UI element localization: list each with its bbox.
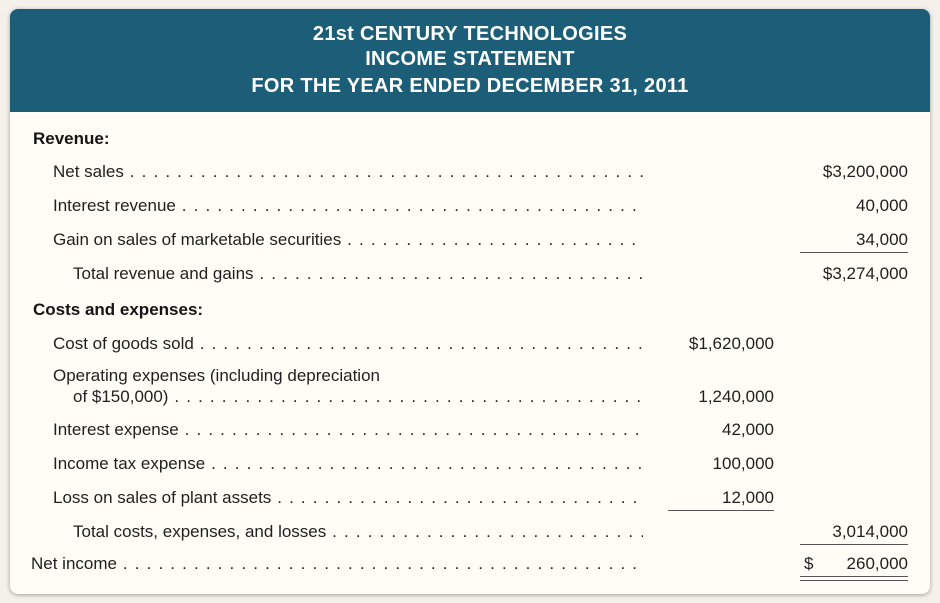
company-name: 21st CENTURY TECHNOLOGIES (312, 23, 628, 45)
row-label-interest-expense: Interest expense . . . (53, 420, 643, 442)
loss-plant-assets-amount: 12,000 (722, 488, 774, 507)
income-tax-amount: 100,000 (712, 454, 774, 473)
row-label-total-revenue: Total revenue and gains . . . (73, 264, 643, 286)
cost-row (10, 482, 930, 515)
row-label-income-tax: Income tax expense . . . (53, 454, 643, 476)
cost-row (10, 381, 930, 414)
revenue-total-row (10, 258, 930, 291)
row-label-net-income: Net income . . . (31, 554, 643, 576)
statement-period: FOR THE YEAR ENDED DECEMBER 31, 2011 (251, 75, 689, 97)
cost-row (10, 448, 930, 481)
double-underline (800, 576, 908, 581)
cost-row (10, 414, 930, 447)
statement-title: INCOME STATEMENT (365, 48, 575, 70)
revenue-row (10, 190, 930, 223)
row-label-cogs: Cost of goods sold . . . (53, 334, 643, 356)
row-label-total-costs: Total costs, expenses, and losses . . . (73, 522, 643, 544)
row-label-operating-expenses-cont: of $150,000) . . . (73, 387, 643, 409)
total-costs-value: 3,014,000 (832, 522, 908, 541)
underline (668, 510, 774, 511)
operating-expenses-amount: 1,240,000 (698, 387, 774, 406)
costs-heading: Costs and expenses: (33, 300, 204, 319)
row-label-operating-expenses: Operating expenses (including depreciation (53, 366, 380, 385)
interest-expense-amount: 42,000 (722, 420, 774, 439)
net-sales-total: $3,200,000 (822, 162, 908, 181)
total-revenue-value: $3,274,000 (822, 264, 908, 283)
gain-securities-total: 34,000 (856, 230, 908, 249)
underline (800, 544, 908, 545)
costs-heading-row (10, 294, 930, 327)
revenue-heading: Revenue: (33, 129, 110, 148)
costs-total-row (10, 516, 930, 549)
income-statement-card (10, 9, 930, 594)
interest-revenue-total: 40,000 (856, 196, 908, 215)
row-label-net-sales: Net sales . . . (53, 162, 643, 184)
net-income-value: 260,000 (846, 554, 908, 573)
revenue-row (10, 156, 930, 189)
cost-row (10, 328, 930, 361)
row-label-interest-revenue: Interest revenue . . . (53, 196, 643, 218)
row-label-loss-plant-assets: Loss on sales of plant assets . . . (53, 488, 643, 510)
revenue-heading-row (10, 123, 930, 156)
net-income-row (10, 548, 930, 581)
revenue-row (10, 224, 930, 257)
cogs-amount: $1,620,000 (688, 334, 774, 353)
net-income-currency: $ (804, 554, 814, 573)
underline (800, 252, 908, 253)
row-label-gain-securities: Gain on sales of marketable securities . . . (53, 230, 643, 252)
statement-header (10, 9, 930, 112)
